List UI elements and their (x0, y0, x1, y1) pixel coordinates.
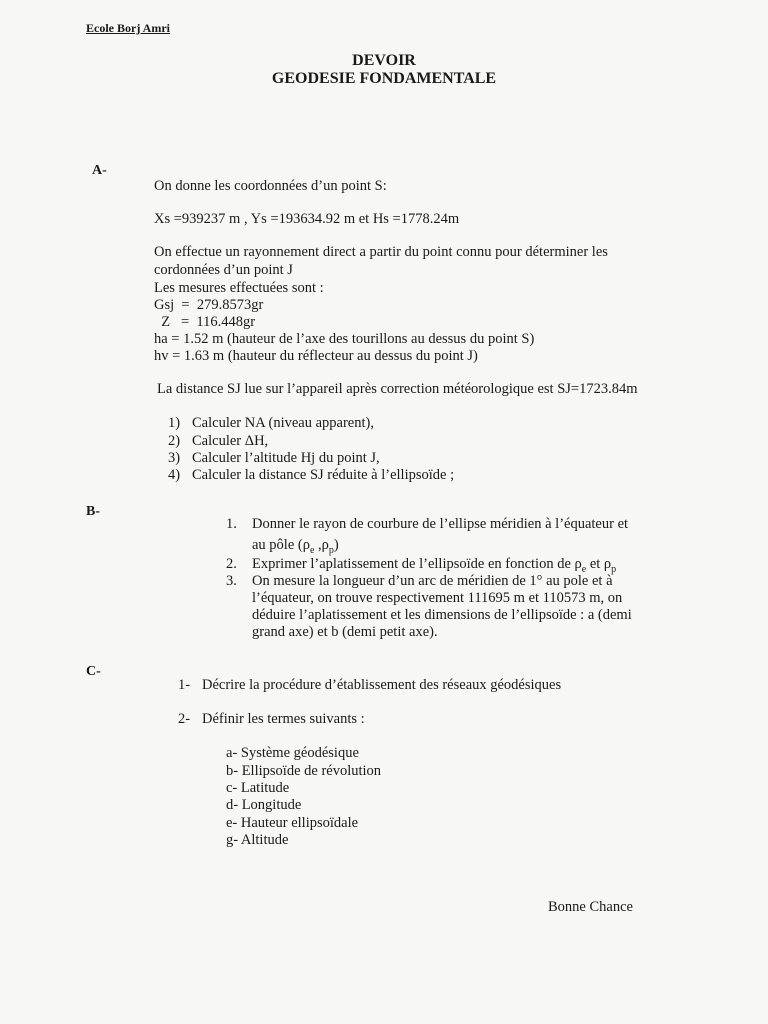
question-number: 3. (226, 573, 237, 589)
section-a-coords: Xs =939237 m , Ys =193634.92 m et Hs =1778.24m (154, 211, 460, 227)
question-a3 (168, 450, 380, 467)
question-number: 3) (168, 450, 181, 466)
section-b-label: B- (86, 504, 100, 519)
question-number: 2. (226, 556, 237, 572)
school-name: Ecole Borj Amri (86, 21, 170, 35)
question-b3-line2: l’équateur, on trouve respectivement 111695 m et 110573 m, on (252, 590, 623, 606)
term-item: c- Latitude (226, 780, 290, 796)
question-text: Calculer la distance SJ réduite à l’ellipsoïde ; (192, 467, 455, 483)
term-item: d- Longitude (226, 797, 302, 813)
measure-ha: ha = 1.52 m (hauteur de l’axe des tourillons au dessus du point S) (154, 331, 535, 347)
section-a-intro: On donne les coordonnées d’un point S: (154, 178, 387, 194)
term-item: b- Ellipsoïde de révolution (226, 763, 382, 779)
question-c2: 2- Définir les termes suivants : (178, 711, 365, 727)
question-number: 1) (168, 415, 181, 431)
section-a-para2: cordonnées d’un point J (154, 262, 293, 278)
question-b1-line1: 1. Donner le rayon de courbure de l’ellipse méridien à l’équateur et (226, 516, 629, 532)
question-b3-line4: grand axe) et b (demi petit axe). (252, 624, 438, 640)
title-devoir: DEVOIR (352, 52, 416, 69)
measure-z: Z = 116.448gr (154, 314, 256, 330)
measure-gsj: Gsj = 279.8573gr (154, 297, 264, 313)
measure-hv: hv = 1.63 m (hauteur du réflecteur au dessus du point J) (154, 348, 478, 364)
question-number: 2- (178, 711, 191, 727)
question-a2 (168, 433, 268, 450)
question-b3-line3: déduire l’aplatissement et les dimensions de l’ellipsoïde : a (demi (252, 607, 632, 623)
title-subject: GEODESIE FONDAMENTALE (271, 70, 497, 87)
question-number: 2) (168, 433, 181, 449)
question-b2: 2. Exprimer l’aplatissement de l’ellipsoïde en fonction de $\rho_e$ et $\rho_p$ (226, 556, 617, 575)
closing-text: Bonne Chance (548, 899, 633, 915)
question-b1-line2: au pôle ($\rho_e$ $,\rho_p$) (252, 537, 339, 556)
section-a-distance: La distance SJ lue sur l’appareil après correction météorologique est SJ=1723.84m (157, 381, 638, 397)
question-number: 1- (178, 677, 191, 693)
question-number: 4) (168, 467, 181, 483)
question-b3-line1: 3. On mesure la longueur d’un arc de méridien de 1° au pole et à (226, 573, 613, 589)
term-item: g- Altitude (226, 832, 289, 848)
term-item: a- Système géodésique (226, 745, 359, 761)
section-a-label: A- (92, 163, 107, 178)
question-text: Calculer NA (niveau apparent), (192, 415, 374, 431)
section-c-label: C- (86, 664, 101, 679)
question-c1: 1- Décrire la procédure d’établissement des réseaux géodésiques (178, 677, 562, 693)
term-item: e- Hauteur ellipsoïdale (226, 815, 359, 831)
question-text: Calculer l’altitude Hj du point J, (192, 450, 380, 466)
question-number: 1. (226, 516, 237, 532)
question-a1 (168, 415, 374, 432)
section-a-para1: On effectue un rayonnement direct a partir du point connu pour déterminer les (154, 244, 608, 260)
section-a-mesures: Les mesures effectuées sont : (154, 280, 324, 296)
question-a4 (168, 467, 454, 484)
question-text: Calculer ΔH, (192, 433, 269, 449)
